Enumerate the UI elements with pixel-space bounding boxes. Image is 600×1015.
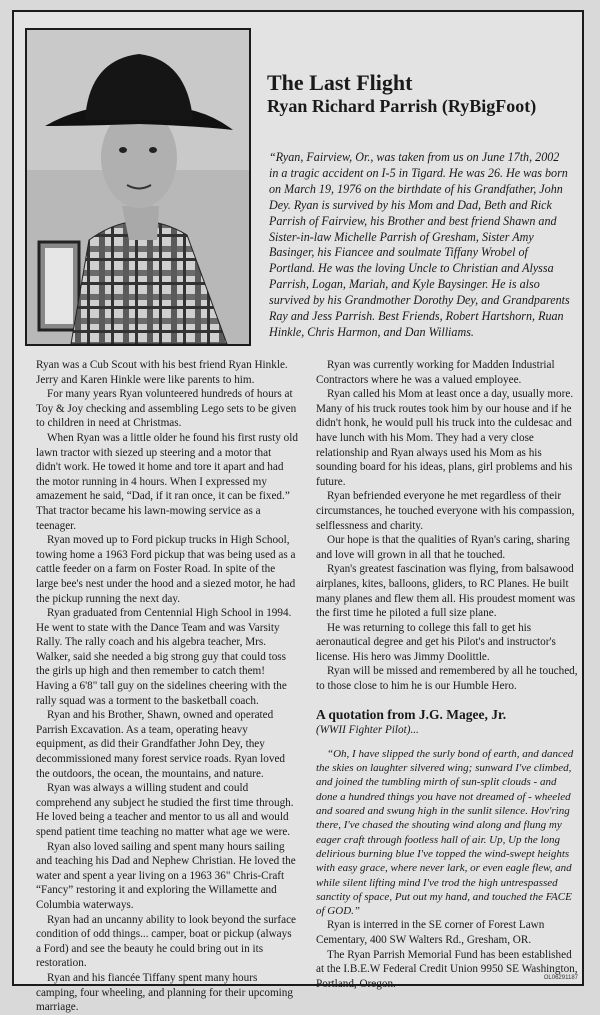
paragraph: Ryan befriended everyone he met regardless of their circumstances, he touched everyone with his compassion, selflessness and charity. [316,490,575,532]
page-subtitle: Ryan Richard Parrish (RyBigFoot) [267,96,537,116]
right-column [316,358,578,991]
left-column [36,358,298,1015]
paragraph: Ryan was always a willing student and could comprehend any subject he studied the first time through. He loved being a teacher and mentor to us all and would spend patient time teaching no matter what age we were. [36,782,294,838]
paragraph: He was returning to college this fall to get his aeronautical degree and get his Pilot's and instructor's license. His hero was Jimmy Doolittle. [316,621,556,663]
paragraph: Ryan will be missed and remembered by all he touched, to those close to him he is our Humble Hero. [316,665,578,693]
page-title: The Last Flight [267,70,413,95]
paragraph: Ryan had an uncanny ability to look beyond the surface condition of odd things... camper, boat or pickup (always a Ford) and see the beauty he could bring out in its restoration. [36,913,297,970]
paragraph: Ryan was currently working for Madden Industrial Contractors where he was a valued employee. [316,359,555,386]
quotation-attribution: (WWII Fighter Pilot)... [316,724,419,737]
paragraph: Ryan was a Cub Scout with his best friend Ryan Hinkle. Jerry and Karen Hinkle were like parents to him. [36,359,288,386]
paragraph: Ryan called his Mom at least once a day, usually more. Many of his truck routes took him by our house and if he didn't honk, he would pull his truck into the culdesac and have lunch with his Mom. They had a very close relationship and Ryan always used his Mom as his sounding board for his ideas, plans, girl problems and his future. [316,388,574,488]
paragraph: Ryan moved up to Ford pickup trucks in High School, towing home a 1963 Ford pickup that was being used as a cattle feeder on a farm on Foster Road. In spite of the large bee's nest under the hood and a siezed motor, he had the pickup running the next day. [36,534,296,605]
paragraph: When Ryan was a little older he found his first rusty old lawn tractor with siezed up steering and a motor that didn't work. He towed it home and tore it apart and had the motor running in 4 hours. When I expressed my amazement he said, “Dad, if it ran once, it can be fixed.” That tractor became his lawn-mowing service as a teenager. [36,431,298,532]
paragraph: Ryan and his fiancée Tiffany spent many hours camping, four wheeling, and planning for their upcoming marriage. [36,971,293,1014]
paragraph: Ryan also loved sailing and spent many hours sailing and teaching his Dad and Nephew Christian. He loved the water and spent a year living on a 1963 36" Chris-Craft “Fancy” restoring it and exploring the Willamette and Columbia waterways. [36,840,296,911]
obituary-page [12,10,584,1014]
ad-code: OL06291187 [543,975,578,981]
paragraph: Ryan graduated from Centennial High School in 1994. He went to state with the Dance Team and was Varsity Rally. The rally coach and his algebra teacher, Mrs. Walker, said she needed a big strong guy that could toss the girls up high and then remember to catch them! Having a 6'8" tall guy on the sidelines cheering with the rally squad was a torment to the basketball coach. [36,607,292,707]
paragraph: For many years Ryan volunteered hundreds of hours at Toy & Joy checking and assembling Lego sets to be given to children in need at Christmas. [36,388,297,430]
paragraph: The Ryan Parrish Memorial Fund has been established at the I.B.E.W Federal Credit Union 9950 SE Washington, Portland, Oregon. [316,948,578,990]
intro-quote: “Ryan, Fairview, Or., was taken from us on June 17th, 2002 in a tragic accident on I-5 in Tigard. He was 26. He was born on March 19, 1976 on the birthdate of his Grandfather, John Dey. Ryan is survived by his Mom and Dad, Beth and Rick Parrish of Fairview, his Brother and best friend Shawn and Sister-in-law Michelle Parrish of Gresham, Sister Amy Basinger, his Fiancee and soulmate Tiffany Wrobel of Portland. He was the loving Uncle to Christian and Alyssa Parrish, Logan, Mariah, and Kyle Baysinger. He is also survived by his Grandmother Dorothy Dey, and Grandparents Ray and Jess Parrish. Best Friends, Robert Hartshorn, Ruan Hinkle, Chris Harmon, and Dan Williams. [269,150,570,339]
quotation-heading: A quotation from J.G. Magee, Jr. [316,706,507,722]
quotation-text: “Oh, I have slipped the surly bond of earth, and danced the skies on laughter silvered wing; sunward I've climbed, and joined the tumbling mirth of sun-split clouds - and done a hundred things you have not dreamed of - wheeled and soared and swung high in the sunlit silence. Hov'ring there, I've chased the shouting wind along and flung my eager craft through footless hall of air. Up, Up the long delirious burning blue I've topped the wind-swept heights with easy grace, where never lark, or even eagle flew, and while silent lifting mind I've trod the high untrespassed sanctity of space, Put out my hand, and touched the FACE of GOD.” [316,747,574,918]
portrait-photo [25,28,251,346]
paragraph: Ryan is interred in the SE corner of Forest Lawn Cementary, 400 SW Walters Rd., Gresham, OR. [316,919,545,946]
paragraph: Ryan's greatest fascination was flying, from balsawood airplanes, kites, balloons, gliders, to RC Planes. He built many planes and flew them all. His proudest moment was the first time he piloted a full size plane. [316,563,576,620]
paragraph: Our hope is that the qualities of Ryan's caring, sharing and love will grown in all that he touched. [316,534,570,561]
paragraph: Ryan and his Brother, Shawn, owned and operated Parrish Excavation. As a team, operating heavy equipment, as did their Grandfather John Dey, they decommissioned many forest service roads. Ryan loved the outdoors, the ocean, the mountains, and nature. [36,709,286,780]
obituary-header [254,70,579,117]
